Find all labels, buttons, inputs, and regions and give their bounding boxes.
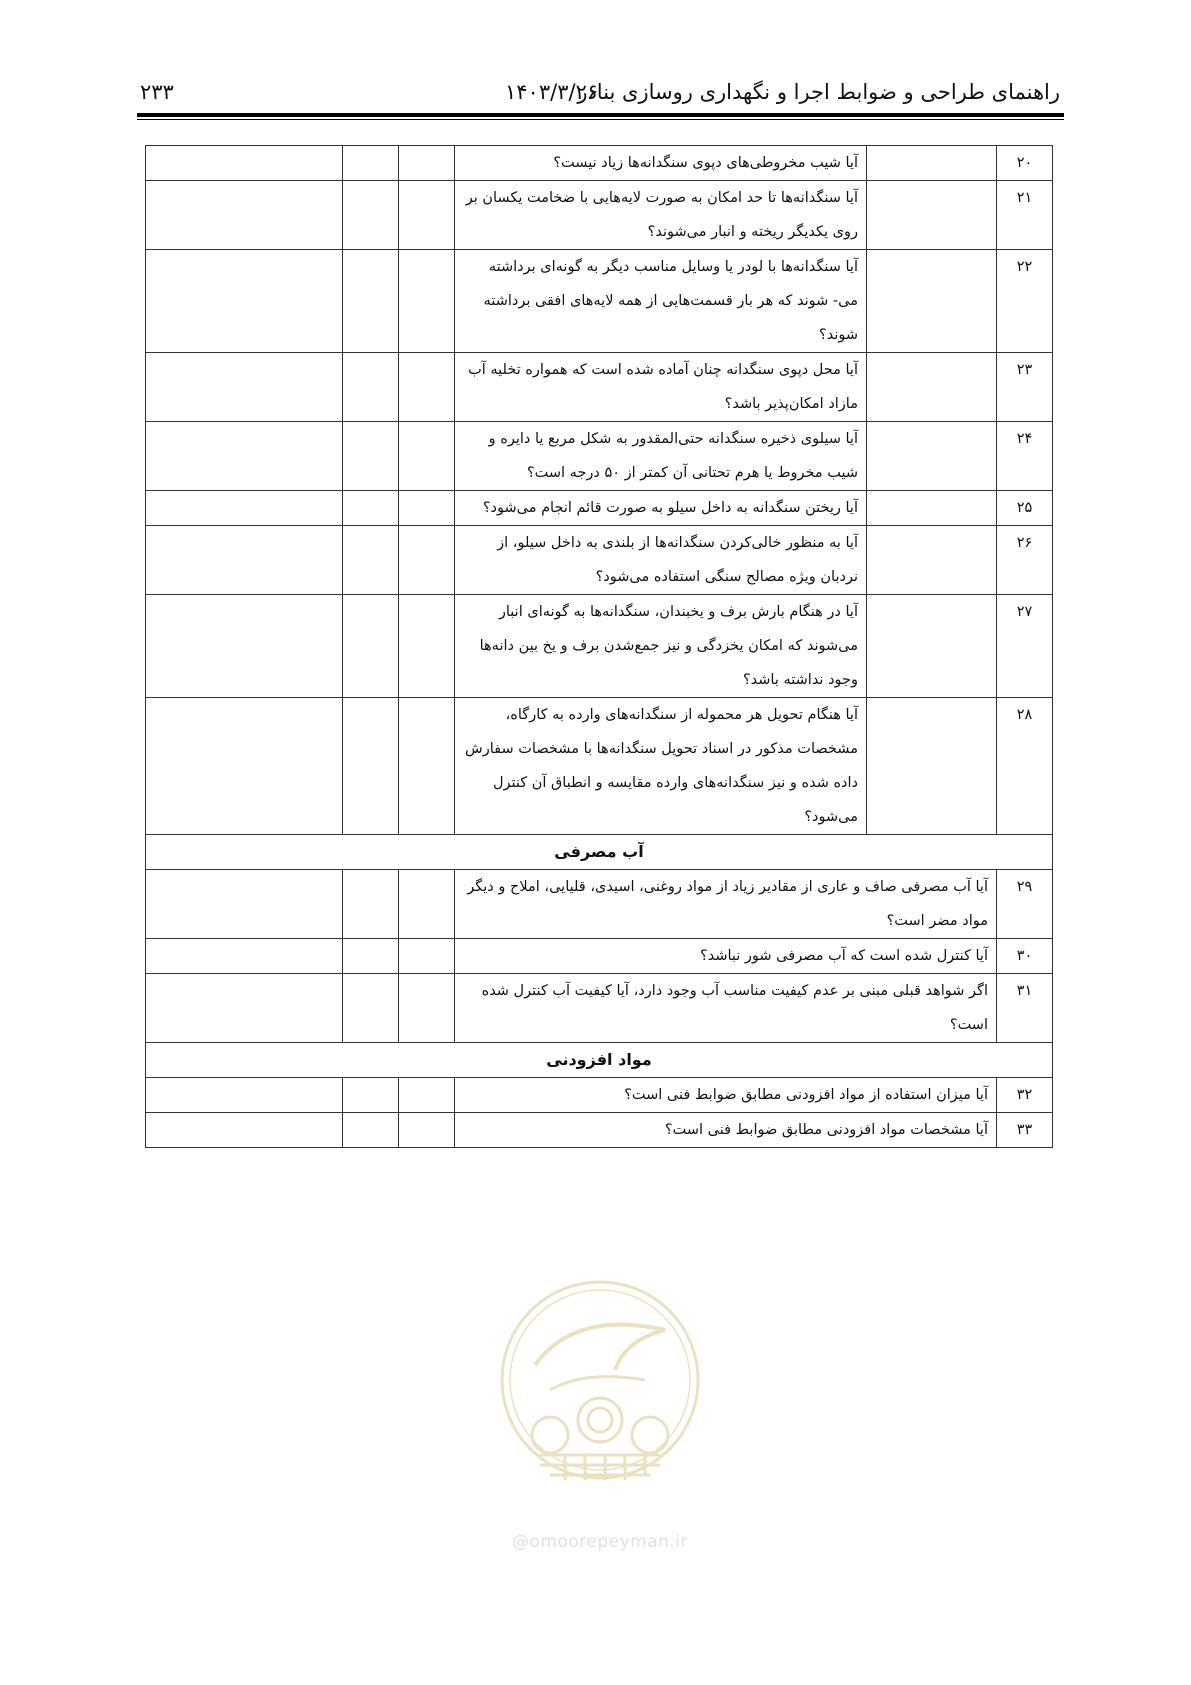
table-row <box>146 181 1053 250</box>
empty-cell <box>399 870 455 939</box>
empty-cell <box>343 870 399 939</box>
empty-cell <box>399 526 455 595</box>
row-number: ۲۹ <box>997 870 1053 939</box>
empty-cell <box>867 526 997 595</box>
empty-cell <box>146 1078 343 1113</box>
empty-cell <box>399 422 455 491</box>
empty-cell <box>343 491 399 526</box>
question-text: آیا هنگام تحویل هر محموله از سنگدانه‌های وارده به کارگاه، مشخصات مذکور در اسناد تحویل سنگدانه‌ها با مشخصات سفارش داده شده و نیز سنگدانه‌های وارده مقایسه و انطباق آن کنترل می‌شود؟ <box>455 698 867 835</box>
watermark-logo-icon <box>495 1270 705 1525</box>
section-title-additives: مواد افزودنی <box>146 1043 1053 1078</box>
row-number: ۲۷ <box>997 595 1053 698</box>
empty-cell <box>867 250 997 353</box>
empty-cell <box>867 146 997 181</box>
row-number: ۲۰ <box>997 146 1053 181</box>
section-header-row <box>146 1043 1053 1078</box>
row-number: ۲۵ <box>997 491 1053 526</box>
table-row <box>146 146 1053 181</box>
empty-cell <box>399 181 455 250</box>
empty-cell <box>343 353 399 422</box>
empty-cell <box>146 1113 343 1148</box>
empty-cell <box>146 526 343 595</box>
empty-cell <box>146 870 343 939</box>
table-row <box>146 353 1053 422</box>
empty-cell <box>399 1113 455 1148</box>
empty-cell <box>399 146 455 181</box>
empty-cell <box>146 698 343 835</box>
empty-cell <box>146 422 343 491</box>
table-row <box>146 1078 1053 1113</box>
empty-cell <box>867 698 997 835</box>
table-row <box>146 526 1053 595</box>
question-text: آیا کنترل شده است که آب مصرفی شور نباشد؟ <box>455 939 997 974</box>
section-title-water: آب مصرفی <box>146 835 1053 870</box>
empty-cell <box>343 1113 399 1148</box>
section-header-row <box>146 835 1053 870</box>
empty-cell <box>343 250 399 353</box>
table-row <box>146 698 1053 835</box>
page-number: ۲۳۳ <box>140 80 174 104</box>
row-number: ۳۲ <box>997 1078 1053 1113</box>
empty-cell <box>146 353 343 422</box>
table-row <box>146 974 1053 1043</box>
empty-cell <box>343 526 399 595</box>
question-text: آیا محل دپوی سنگدانه چنان آماده شده است که همواره تخلیه آب مازاد امکان‌پذیر باشد؟ <box>455 353 867 422</box>
empty-cell <box>343 698 399 835</box>
empty-cell <box>399 698 455 835</box>
empty-cell <box>343 1078 399 1113</box>
question-text: اگر شواهد قبلی مبنی بر عدم کیفیت مناسب آب وجود دارد، آیا کیفیت آب کنترل شده است؟ <box>455 974 997 1043</box>
empty-cell <box>343 974 399 1043</box>
table-row <box>146 250 1053 353</box>
empty-cell <box>146 491 343 526</box>
empty-cell <box>343 422 399 491</box>
question-text: آیا در هنگام بارش برف و یخبندان، سنگدانه‌ها به گونه‌ای انبار می‌شوند که امکان یخزدگی و نیز جمع‌شدن برف و یخ بین دانه‌ها وجود نداشته باشد؟ <box>455 595 867 698</box>
table-row <box>146 870 1053 939</box>
watermark <box>495 1270 705 1560</box>
watermark-site: @omoorepeyman.ir <box>511 1532 689 1552</box>
question-text: آیا مشخصات مواد افزودنی مطابق ضوابط فنی است؟ <box>455 1113 997 1148</box>
empty-cell <box>146 974 343 1043</box>
empty-cell <box>867 181 997 250</box>
table-row <box>146 939 1053 974</box>
question-text: آیا به منظور خالی‌کردن سنگدانه‌ها از بلندی به داخل سیلو، از نردبان ویژه مصالح سنگی استفاده می‌شود؟ <box>455 526 867 595</box>
empty-cell <box>343 146 399 181</box>
row-number: ۲۳ <box>997 353 1053 422</box>
question-text: آیا سنگدانه‌ها با لودر یا وسایل مناسب دیگر به گونه‌ای برداشته می- شوند که هر بار قسمت‌هایی از همه لایه‌های افقی برداشته شوند؟ <box>455 250 867 353</box>
empty-cell <box>399 1078 455 1113</box>
document-date: ۱۴۰۳/۳/۲۶ <box>505 80 599 104</box>
empty-cell <box>867 422 997 491</box>
question-text: آیا ریختن سنگدانه به داخل سیلو به صورت قائم انجام می‌شود؟ <box>455 491 867 526</box>
table-row <box>146 422 1053 491</box>
page-header <box>140 72 1060 112</box>
header-rule-thick <box>137 113 1064 117</box>
empty-cell <box>399 595 455 698</box>
empty-cell <box>399 974 455 1043</box>
row-number: ۲۸ <box>997 698 1053 835</box>
empty-cell <box>146 181 343 250</box>
question-text: آیا سیلوی ذخیره سنگدانه حتی‌المقدور به شکل مربع یا دایره و شیب مخروط یا هرم تحتانی آن کمتر از ۵۰ درجه است؟ <box>455 422 867 491</box>
row-number: ۲۶ <box>997 526 1053 595</box>
table-row <box>146 595 1053 698</box>
row-number: ۲۱ <box>997 181 1053 250</box>
empty-cell <box>867 353 997 422</box>
empty-cell <box>399 353 455 422</box>
table-row <box>146 491 1053 526</box>
table-row <box>146 1113 1053 1148</box>
empty-cell <box>146 250 343 353</box>
question-text: آیا شیب مخروطی‌های دپوی سنگدانه‌ها زیاد نیست؟ <box>455 146 867 181</box>
row-number: ۲۲ <box>997 250 1053 353</box>
row-number: ۳۱ <box>997 974 1053 1043</box>
empty-cell <box>867 491 997 526</box>
row-number: ۳۳ <box>997 1113 1053 1148</box>
row-number: ۳۰ <box>997 939 1053 974</box>
empty-cell <box>343 181 399 250</box>
empty-cell <box>146 595 343 698</box>
header-rule-thin <box>137 119 1064 120</box>
checklist-table <box>145 145 1053 1148</box>
document-title: راهنمای طراحی و ضوابط اجرا و نگهداری روسازی بنادر <box>577 80 1060 104</box>
empty-cell <box>399 939 455 974</box>
question-text: آیا آب مصرفی صاف و عاری از مقادیر زیاد از مواد روغنی، اسیدی، قلیایی، املاح و دیگر مواد مضر است؟ <box>455 870 997 939</box>
empty-cell <box>399 491 455 526</box>
empty-cell <box>146 939 343 974</box>
question-text: آیا سنگدانه‌ها تا حد امکان به صورت لایه‌هایی با ضخامت یکسان بر روی یکدیگر ریخته و انبار می‌شوند؟ <box>455 181 867 250</box>
question-text: آیا میزان استفاده از مواد افزودنی مطابق ضوابط فنی است؟ <box>455 1078 997 1113</box>
empty-cell <box>343 595 399 698</box>
empty-cell <box>146 146 343 181</box>
row-number: ۲۴ <box>997 422 1053 491</box>
empty-cell <box>399 250 455 353</box>
empty-cell <box>343 939 399 974</box>
empty-cell <box>867 595 997 698</box>
